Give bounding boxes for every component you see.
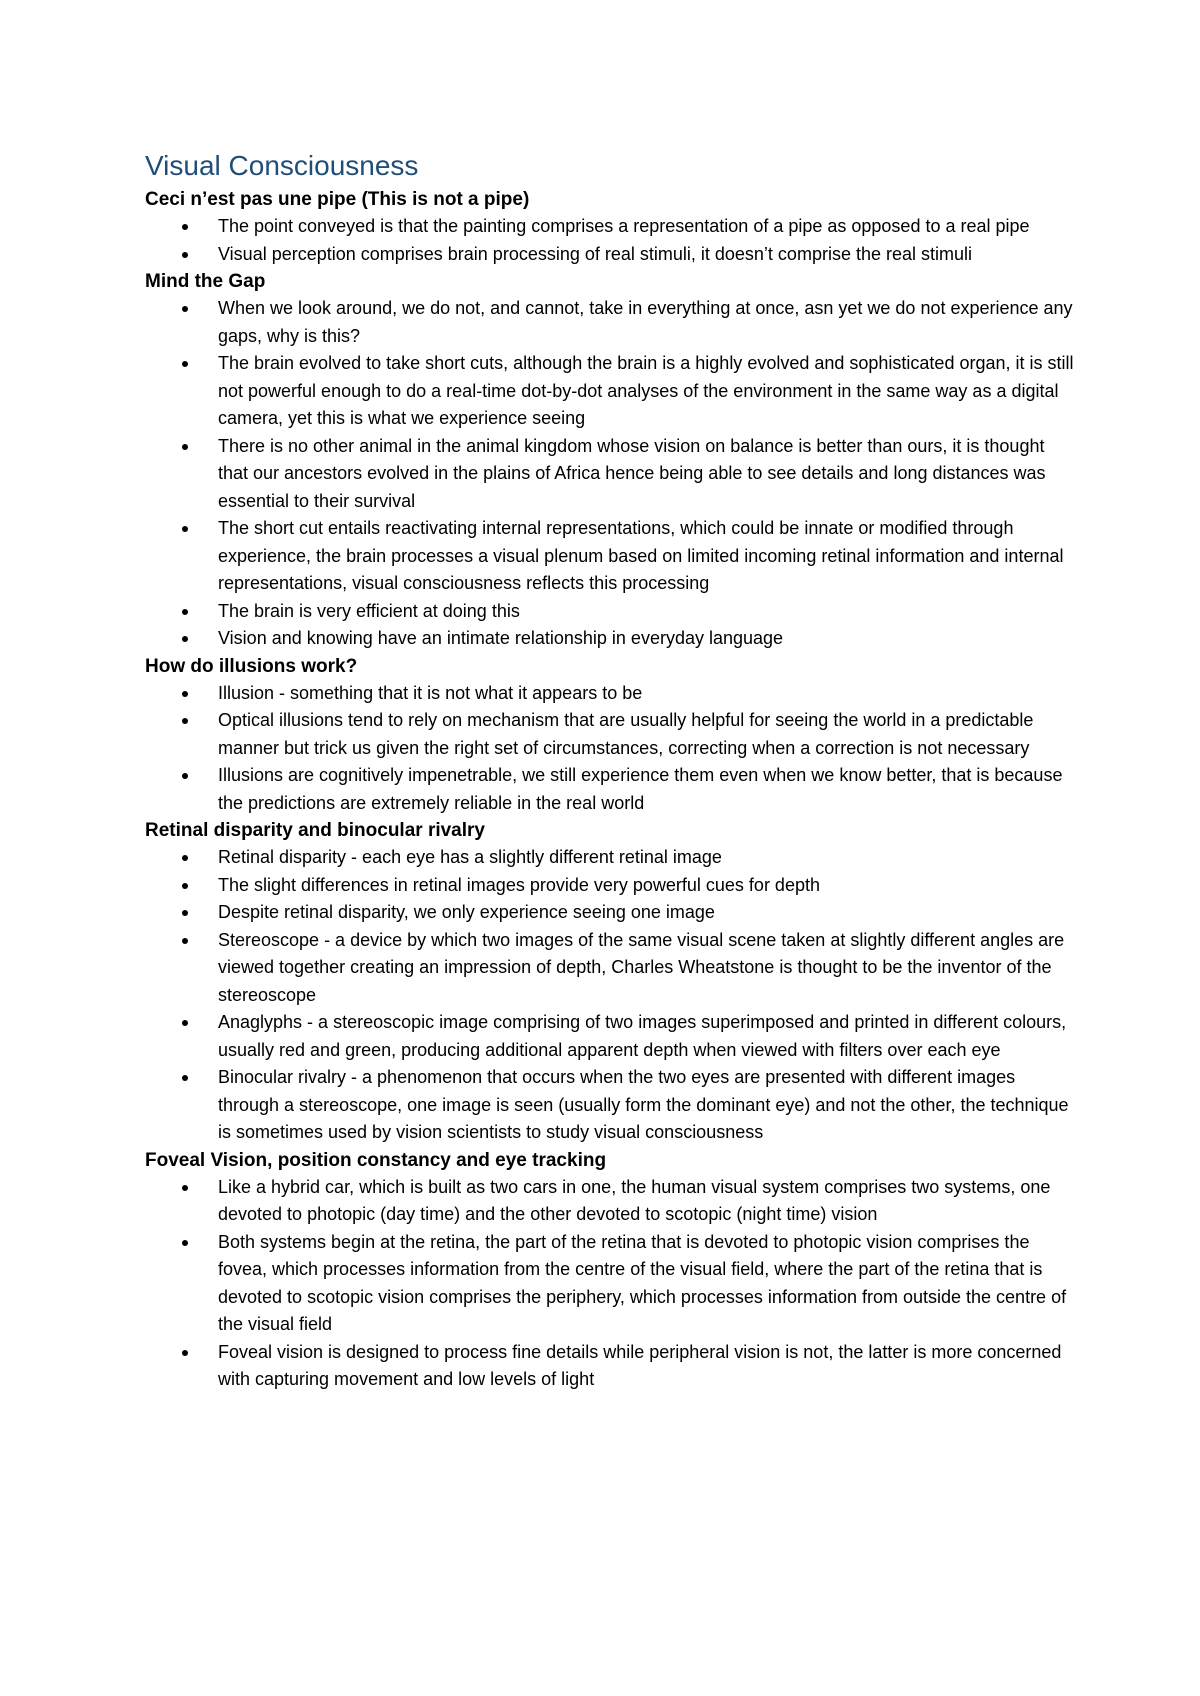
document-body xyxy=(145,186,1075,1394)
bullet-item xyxy=(218,515,1075,598)
bullet-item xyxy=(218,213,1075,241)
bullet-icon xyxy=(182,444,188,450)
bullet-item xyxy=(218,844,1075,872)
bullet-item xyxy=(218,927,1075,1010)
bullet-text: There is no other animal in the animal kingdom whose vision on balance is better than ours, it is thought that our ancestors evolved in the plains of Africa hence being able to see details and long distances was essential to their survival xyxy=(218,435,1046,511)
bullet-text: The brain is very efficient at doing this xyxy=(218,600,520,621)
section-heading: Foveal Vision, position constancy and eye tracking xyxy=(145,1149,607,1171)
bullet-item xyxy=(218,680,1075,708)
document-title: Visual Consciousness xyxy=(145,150,419,181)
bullet-item xyxy=(218,762,1075,817)
bullet-item xyxy=(218,1064,1075,1147)
document-page xyxy=(145,148,1075,1394)
bullet-item xyxy=(218,1174,1075,1229)
bullet-icon xyxy=(182,1075,188,1081)
bullet-item xyxy=(218,625,1075,653)
bullet-item xyxy=(218,899,1075,927)
bullet-item xyxy=(218,295,1075,350)
bullet-text: Despite retinal disparity, we only experience seeing one image xyxy=(218,902,715,922)
bullet-text: Anaglyphs - a stereoscopic image comprising of two images superimposed and printed in different colours, usually red and green, producing additional apparent depth when viewed with filters over each eye xyxy=(218,1012,1067,1060)
section-heading: Retinal disparity and binocular rivalry xyxy=(145,820,485,841)
bullet-item xyxy=(218,350,1075,433)
bullet-text: Visual perception comprises brain processing of real stimuli, it doesn’t comprise the real stimuli xyxy=(218,243,972,264)
section-heading: Mind the Gap xyxy=(145,271,266,292)
bullet-text: Vision and knowing have an intimate relationship in everyday language xyxy=(218,628,784,648)
bullet-icon xyxy=(182,910,188,916)
bullet-text: Binocular rivalry - a phenomenon that occurs when the two eyes are presented with different images through a stereoscope, one image is seen (usually form the dominant eye) and not the other, the technique is sometimes used by vision scientists to study visual consciousness xyxy=(218,1067,1069,1142)
bullet-text: The short cut entails reactivating internal representations, which could be innate or modified through experience, the brain processes a visual plenum based on limited incoming retinal information and internal representations, visual consciousness reflects this processing xyxy=(218,518,1064,593)
bullet-item xyxy=(218,1009,1075,1064)
bullet-text: The point conveyed is that the painting comprises a representation of a pipe as opposed to a real pipe xyxy=(218,216,1030,236)
bullet-icon xyxy=(182,252,188,258)
bullet-list xyxy=(145,295,1075,653)
bullet-item xyxy=(218,1229,1075,1339)
bullet-text: The brain evolved to take short cuts, although the brain is a highly evolved and sophisticated organ, it is still not powerful enough to do a real-time dot-by-dot analyses of the environment in the same way as a digital camera, yet this is what we experience seeing xyxy=(218,353,1074,428)
bullet-text: Stereoscope - a device by which two images of the same visual scene taken at slightly different angles are viewed together creating an impression of depth, Charles Wheatstone is thought to be the inventor of the stereoscope xyxy=(218,929,1065,1005)
bullet-text: Foveal vision is designed to process fine details while peripheral vision is not, the latter is more concerned with capturing movement and low levels of light xyxy=(218,1341,1062,1389)
bullet-item xyxy=(218,241,1075,269)
bullet-icon xyxy=(182,636,188,642)
bullet-text: When we look around, we do not, and cannot, take in everything at once, asn yet we do not experience any gaps, why is this? xyxy=(218,298,1073,346)
bullet-list xyxy=(145,1174,1075,1394)
bullet-icon xyxy=(182,609,188,615)
bullet-icon xyxy=(182,306,188,312)
bullet-icon xyxy=(182,938,188,944)
bullet-icon xyxy=(182,1240,188,1246)
bullet-icon xyxy=(182,1020,188,1026)
bullet-item xyxy=(218,1339,1075,1394)
bullet-item xyxy=(218,707,1075,762)
bullet-item xyxy=(218,598,1075,626)
bullet-icon xyxy=(182,855,188,861)
bullet-icon xyxy=(182,773,188,779)
bullet-text: Illusions are cognitively impenetrable, we still experience them even when we know better, that is because the predictions are extremely reliable in the real world xyxy=(218,765,1063,813)
bullet-icon xyxy=(182,883,188,889)
bullet-icon xyxy=(182,718,188,724)
bullet-text: Both systems begin at the retina, the part of the retina that is devoted to photopic vision comprises the fovea, which processes information from the centre of the visual field, where the part of the retina that is devoted to scotopic vision comprises the periphery, which processes information from outside the centre of the visual field xyxy=(218,1231,1067,1334)
bullet-icon xyxy=(182,1185,188,1191)
bullet-icon xyxy=(182,526,188,532)
bullet-icon xyxy=(182,224,188,230)
section-heading: Ceci n’est pas une pipe (This is not a pipe) xyxy=(145,189,530,210)
bullet-list xyxy=(145,213,1075,268)
bullet-text: Retinal disparity - each eye has a slightly different retinal image xyxy=(218,847,722,867)
bullet-text: The slight differences in retinal images provide very powerful cues for depth xyxy=(218,874,820,895)
bullet-list xyxy=(145,680,1075,818)
bullet-icon xyxy=(182,361,188,367)
bullet-text: Optical illusions tend to rely on mechanism that are usually helpful for seeing the world in a predictable manner but trick us given the right set of circumstances, correcting when a correction is not necessary xyxy=(218,710,1034,758)
bullet-text: Like a hybrid car, which is built as two cars in one, the human visual system comprises two systems, one devoted to photopic (day time) and the other devoted to scotopic (night time) vision xyxy=(218,1176,1051,1224)
bullet-icon xyxy=(182,1350,188,1356)
bullet-item xyxy=(218,872,1075,900)
bullet-text: Illusion - something that it is not what it appears to be xyxy=(218,682,643,703)
section-heading: How do illusions work? xyxy=(145,655,358,677)
bullet-icon xyxy=(182,691,188,697)
bullet-item xyxy=(218,433,1075,516)
bullet-list xyxy=(145,844,1075,1147)
